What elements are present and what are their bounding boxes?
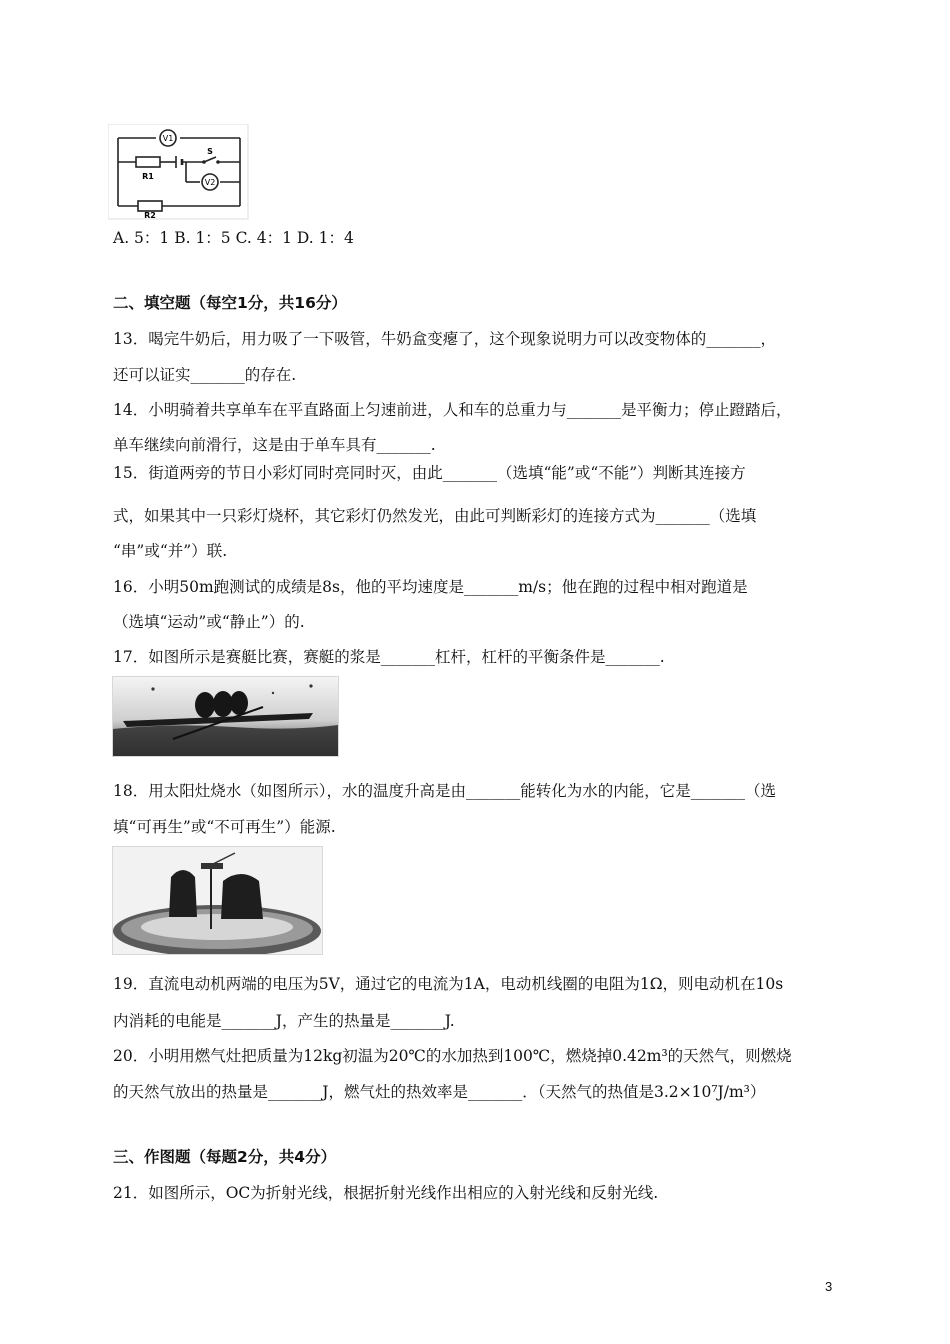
- q12-options: A. 5：1 B. 1：5 C. 4：1 D. 1：4: [113, 229, 354, 247]
- v2-label: V2: [204, 178, 216, 187]
- solar-cooker-photo: [112, 846, 323, 955]
- q14-line2: 单车继续向前滑行，这是由于单车具有_______.: [113, 436, 436, 454]
- q15-line1: 15．街道两旁的节日小彩灯同时亮同时灭，由此_______（选填“能”或“不能”）判断其连接方: [113, 464, 746, 482]
- q18-line1: 18．用太阳灶烧水（如图所示），水的温度升高是由_______能转化为水的内能，它是_______（选: [113, 782, 776, 800]
- q21-line1: 21．如图所示，OC为折射光线，根据折射光线作出相应的入射光线和反射光线.: [113, 1184, 659, 1202]
- section2-title: 二、填空题（每空1分，共16分）: [113, 294, 347, 312]
- v1-label: V1: [162, 134, 174, 143]
- q16-line2: （选填“运动”或“静止”）的.: [113, 613, 305, 631]
- q18-line2: 填“可再生”或“不可再生”）能源.: [113, 818, 336, 836]
- q20-line1: 20．小明用燃气灶把质量为12kg初温为20℃的水加热到100℃，燃烧掉0.42m³的天然气，则燃烧: [113, 1047, 792, 1065]
- q19-line1: 19．直流电动机两端的电压为5V，通过它的电流为1A，电动机线圈的电阻为1Ω，则电动机在10s: [113, 975, 784, 993]
- circuit-diagram: [108, 124, 250, 220]
- page-number: 3: [825, 1279, 833, 1294]
- section3-title: 三、作图题（每题2分，共4分）: [113, 1148, 337, 1166]
- q14-line1: 14．小明骑着共享单车在平直路面上匀速前进，人和车的总重力与_______是平衡力；停止蹬踏后，: [113, 401, 792, 419]
- q20-line2: 的天然气放出的热量是_______J，燃气灶的热效率是_______．（天然气的热值是3.2×10⁷J/m³）: [113, 1083, 766, 1101]
- q17-line1: 17．如图所示是赛艇比赛，赛艇的浆是_______杠杆，杠杆的平衡条件是_______.: [113, 648, 665, 666]
- r2-label: R2: [144, 211, 156, 220]
- q15-line3: “串”或“并”）联.: [113, 542, 228, 560]
- r1-label: R1: [142, 172, 154, 181]
- q19-line2: 内消耗的电能是_______J，产生的热量是_______J.: [113, 1012, 455, 1030]
- rowing-photo: [112, 676, 339, 757]
- q15-line2: 式，如果其中一只彩灯烧杯，其它彩灯仍然发光，由此可判断彩灯的连接方式为_______（选填: [113, 507, 757, 525]
- q13-line2: 还可以证实_______的存在.: [113, 366, 297, 384]
- switch-label: S: [207, 147, 213, 156]
- q13-line1: 13．喝完牛奶后，用力吸了一下吸管，牛奶盒变瘪了，这个现象说明力可以改变物体的_______，: [113, 330, 776, 348]
- q16-line1: 16．小明50m跑测试的成绩是8s，他的平均速度是_______m/s；他在跑的过程中相对跑道是: [113, 578, 748, 596]
